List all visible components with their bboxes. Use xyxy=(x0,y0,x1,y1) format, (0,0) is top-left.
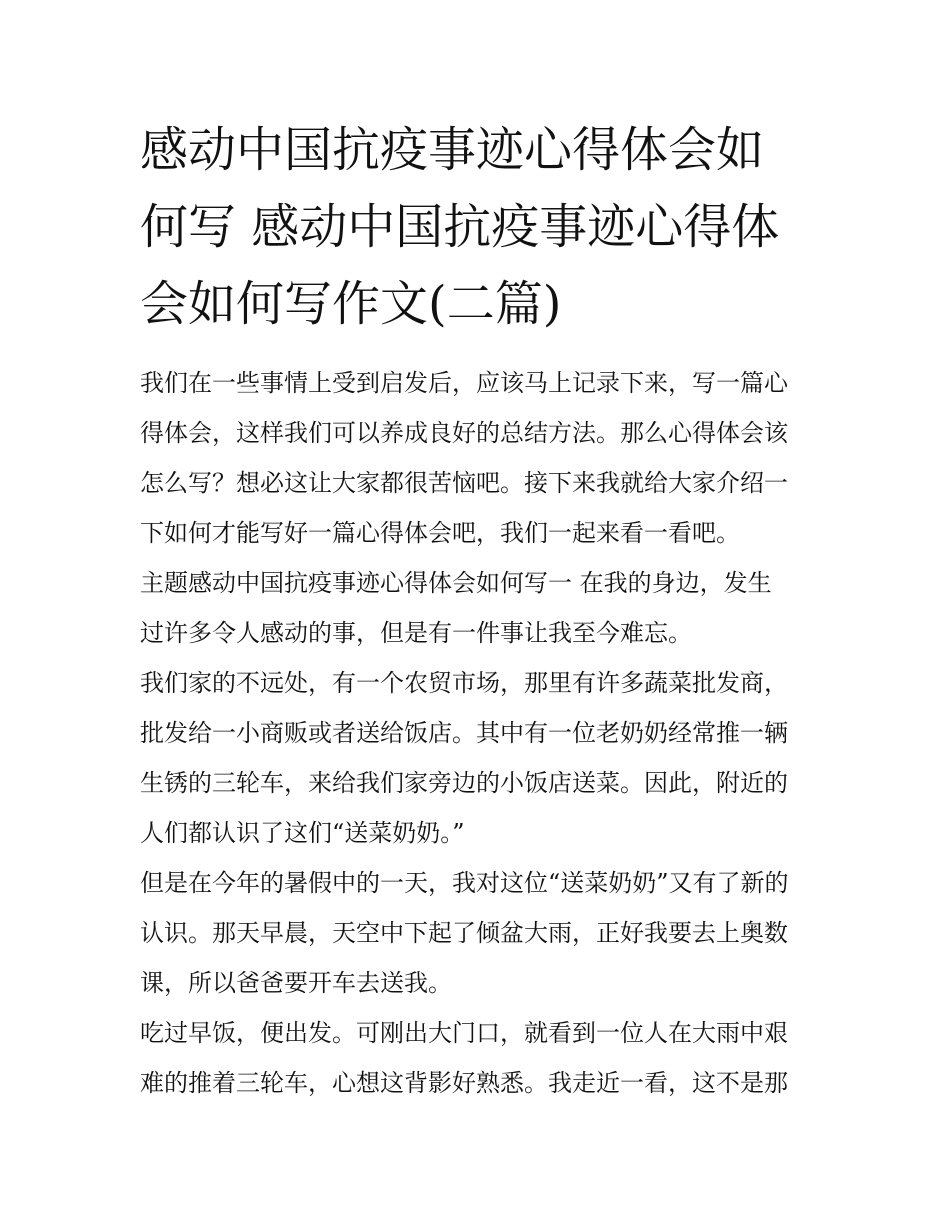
document-body xyxy=(140,358,820,1108)
title-line: 何写 感动中国抗疫事迹心得体 xyxy=(140,199,780,255)
body-line: 但是在今年的暑假中的一天，我对这位“送菜奶奶”又有了新的 xyxy=(140,869,789,897)
body-line: 生锈的三轮车，来给我们家旁边的小饭店送菜。因此，附近的 xyxy=(140,769,788,797)
body-line: 吃过早饭，便出发。可刚出大门口，就看到一位人在大雨中艰 xyxy=(140,1019,788,1047)
document-title xyxy=(140,112,830,343)
body-line: 认识。那天早晨，天空中下起了倾盆大雨，正好我要去上奥数 xyxy=(140,919,788,947)
body-line: 我们家的不远处，有一个农贸市场，那里有许多蔬菜批发商， xyxy=(140,669,788,697)
body-line: 得体会，这样我们可以养成良好的总结方法。那么心得体会该 xyxy=(140,419,788,447)
title-line: 会如何写作文(二篇) xyxy=(140,276,562,332)
body-line: 主题感动中国抗疫事迹心得体会如何写一 在我的身边，发生 xyxy=(140,569,772,597)
body-line: 怎么写？想必这让大家都很苦恼吧。接下来我就给大家介绍一 xyxy=(140,469,788,497)
body-line: 难的推着三轮车，心想这背影好熟悉。我走近一看，这不是那 xyxy=(140,1069,788,1097)
body-line: 过许多令人感动的事，但是有一件事让我至今难忘。 xyxy=(140,619,692,647)
body-line: 下如何才能写好一篇心得体会吧，我们一起来看一看吧。 xyxy=(140,519,740,547)
body-line: 我们在一些事情上受到启发后，应该马上记录下来，写一篇心 xyxy=(140,369,788,397)
body-line: 人们都认识了这们“送菜奶奶。” xyxy=(140,819,465,847)
title-line: 感动中国抗疫事迹心得体会如 xyxy=(140,122,765,178)
body-line: 批发给一小商贩或者送给饭店。其中有一位老奶奶经常推一辆 xyxy=(140,719,788,747)
body-line: 课，所以爸爸要开车去送我。 xyxy=(140,969,452,997)
